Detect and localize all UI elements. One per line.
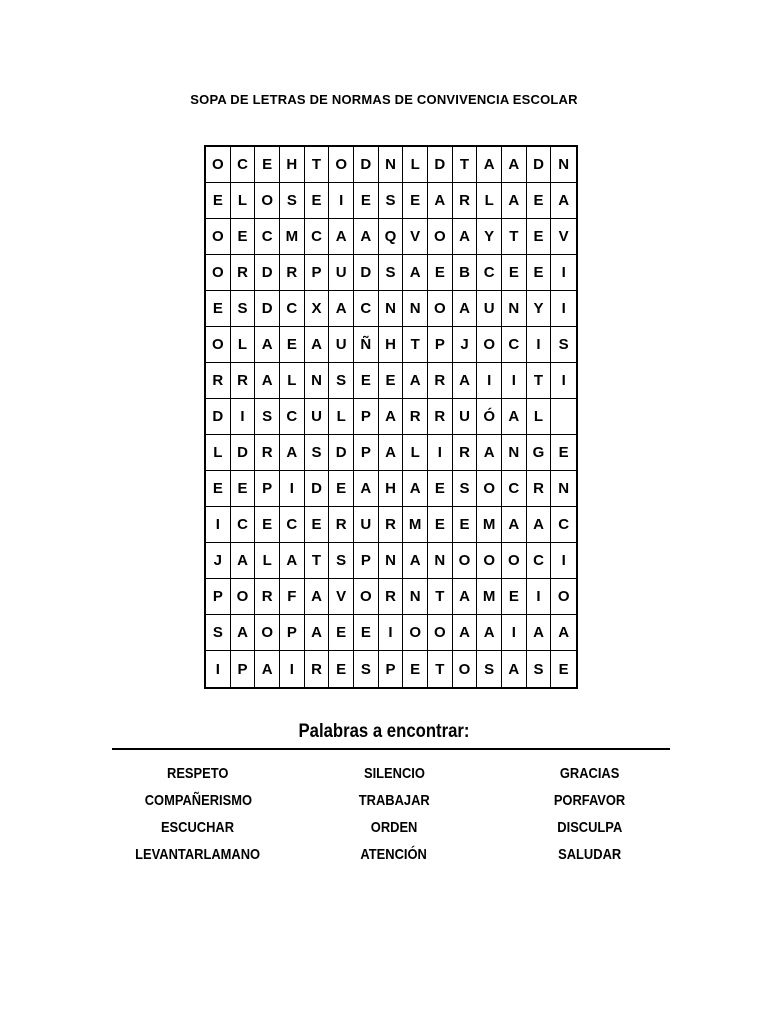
grid-cell: A xyxy=(477,435,502,471)
grid-cell: D xyxy=(255,291,280,327)
grid-cell: T xyxy=(305,147,330,183)
grid-cell: N xyxy=(403,291,428,327)
grid-cell: S xyxy=(206,615,231,651)
grid-cell: S xyxy=(280,183,305,219)
grid-cell: N xyxy=(502,435,527,471)
grid-cell: A xyxy=(453,579,478,615)
grid-cell: O xyxy=(206,219,231,255)
grid-cell: I xyxy=(551,255,576,291)
grid-cell: R xyxy=(329,507,354,543)
word-item: TRABAJAR xyxy=(358,792,430,809)
grid-cell: A xyxy=(453,291,478,327)
grid-cell: L xyxy=(231,183,256,219)
grid-cell: O xyxy=(428,291,453,327)
grid-cell: R xyxy=(428,363,453,399)
grid-cell: M xyxy=(477,579,502,615)
word-item: RESPETO xyxy=(167,765,229,782)
grid-cell: L xyxy=(329,399,354,435)
grid-cell: E xyxy=(255,507,280,543)
grid-cell: P xyxy=(379,651,404,687)
grid-cell: I xyxy=(527,327,552,363)
grid-cell: E xyxy=(206,291,231,327)
grid-cell: I xyxy=(231,399,256,435)
grid-cell: I xyxy=(477,363,502,399)
grid-cell: A xyxy=(453,363,478,399)
grid-cell: O xyxy=(255,615,280,651)
grid-cell: R xyxy=(403,399,428,435)
grid-cell: P xyxy=(305,255,330,291)
grid-cell: Q xyxy=(379,219,404,255)
grid-cell: R xyxy=(255,579,280,615)
grid-cell: D xyxy=(206,399,231,435)
grid-cell: I xyxy=(551,543,576,579)
grid-cell: A xyxy=(502,651,527,687)
word-item: COMPAÑERISMO xyxy=(144,792,252,809)
grid-cell: U xyxy=(453,399,478,435)
grid-cell: E xyxy=(428,255,453,291)
grid-cell: R xyxy=(379,507,404,543)
grid-cell: I xyxy=(206,651,231,687)
grid-cell: I xyxy=(280,651,305,687)
word-item: LEVANTARLAMANO xyxy=(135,846,261,863)
grid-cell: O xyxy=(551,579,576,615)
grid-cell: R xyxy=(231,255,256,291)
grid-cell: A xyxy=(551,615,576,651)
grid-cell: N xyxy=(428,543,453,579)
grid-cell: A xyxy=(255,327,280,363)
grid-cell: A xyxy=(354,219,379,255)
grid-cell: G xyxy=(527,435,552,471)
grid-cell: V xyxy=(551,219,576,255)
word-list xyxy=(100,760,688,868)
grid-cell: E xyxy=(206,471,231,507)
grid-cell: C xyxy=(502,327,527,363)
grid-cell: E xyxy=(403,651,428,687)
grid-cell: A xyxy=(477,615,502,651)
grid-cell: P xyxy=(354,399,379,435)
grid-cell: T xyxy=(527,363,552,399)
grid-cell: D xyxy=(527,147,552,183)
grid-cell: O xyxy=(453,543,478,579)
grid-cell: O xyxy=(502,543,527,579)
grid-cell: R xyxy=(305,651,330,687)
word-item: ATENCIÓN xyxy=(360,846,428,863)
grid-cell: Y xyxy=(527,291,552,327)
grid-cell: I xyxy=(329,183,354,219)
grid-cell: R xyxy=(453,183,478,219)
grid-cell: N xyxy=(305,363,330,399)
grid-cell: B xyxy=(453,255,478,291)
grid-cell: E xyxy=(428,471,453,507)
grid-cell: E xyxy=(305,183,330,219)
grid-cell: A xyxy=(453,219,478,255)
grid-cell: E xyxy=(551,435,576,471)
grid-cell: M xyxy=(477,507,502,543)
grid-cell: P xyxy=(428,327,453,363)
grid-cell: A xyxy=(502,147,527,183)
grid-cell: A xyxy=(403,255,428,291)
grid-cell: X xyxy=(305,291,330,327)
grid-cell: A xyxy=(305,615,330,651)
grid-cell: A xyxy=(280,543,305,579)
grid-cell: E xyxy=(231,219,256,255)
grid-cell: O xyxy=(477,327,502,363)
grid-cell: Y xyxy=(477,219,502,255)
grid-cell: T xyxy=(403,327,428,363)
grid-cell: E xyxy=(502,255,527,291)
word-item: SILENCIO xyxy=(363,765,425,782)
grid-cell: O xyxy=(206,327,231,363)
grid-cell: A xyxy=(329,291,354,327)
grid-cell: O xyxy=(453,651,478,687)
grid-cell: D xyxy=(255,255,280,291)
grid-cell: O xyxy=(428,219,453,255)
grid-cell: E xyxy=(379,363,404,399)
grid-cell: E xyxy=(558,660,569,678)
grid-cell: L xyxy=(255,543,280,579)
grid-cell: H xyxy=(379,327,404,363)
grid-cell: L xyxy=(527,399,552,435)
grid-cell: C xyxy=(354,291,379,327)
grid-cell: C xyxy=(280,399,305,435)
word-column xyxy=(100,760,296,868)
grid-cell: O xyxy=(354,579,379,615)
grid-cell: A xyxy=(379,399,404,435)
word-item: GRACIAS xyxy=(560,765,620,782)
grid-cell: E xyxy=(354,615,379,651)
divider xyxy=(112,748,670,750)
page-title: SOPA DE LETRAS DE NORMAS DE CONVIVENCIA ESCOLAR xyxy=(190,92,578,107)
grid-cell: D xyxy=(428,147,453,183)
grid-cell: D xyxy=(305,471,330,507)
grid-cell: C xyxy=(551,507,576,543)
grid-cell: A xyxy=(305,579,330,615)
grid-cell: P xyxy=(280,615,305,651)
grid-cell: S xyxy=(453,471,478,507)
grid-cell: C xyxy=(231,507,256,543)
grid-cell xyxy=(551,399,576,435)
grid-cell: H xyxy=(379,471,404,507)
grid-cell: C xyxy=(280,507,305,543)
grid-cell: T xyxy=(428,651,453,687)
grid-cell: I xyxy=(502,363,527,399)
grid-cell: A xyxy=(329,219,354,255)
grid-cell: C xyxy=(255,219,280,255)
grid-cell: S xyxy=(329,363,354,399)
grid-cell: R xyxy=(428,399,453,435)
grid-cell: Ó xyxy=(477,399,502,435)
grid-cell: E xyxy=(403,183,428,219)
grid-cell: I xyxy=(527,579,552,615)
grid-cell: A xyxy=(477,147,502,183)
grid-cell: M xyxy=(403,507,428,543)
grid-cell: N xyxy=(379,147,404,183)
grid-cell: E xyxy=(527,183,552,219)
grid-cell: P xyxy=(231,651,256,687)
grid-cell: L xyxy=(403,147,428,183)
grid-cell: A xyxy=(428,183,453,219)
grid-cell: S xyxy=(255,399,280,435)
grid-cell: I xyxy=(280,471,305,507)
grid-cell: A xyxy=(527,615,552,651)
grid-cell: E xyxy=(527,219,552,255)
grid-cell: R xyxy=(527,471,552,507)
grid-cell: A xyxy=(502,183,527,219)
grid-cell: S xyxy=(231,291,256,327)
grid-cell: L xyxy=(477,183,502,219)
grid-cell: L xyxy=(403,435,428,471)
grid-cell: C xyxy=(502,471,527,507)
grid-cell: O xyxy=(206,147,231,183)
grid-cell: E xyxy=(502,579,527,615)
grid-cell: J xyxy=(206,543,231,579)
grid-cell: I xyxy=(206,507,231,543)
grid-cell: A xyxy=(502,507,527,543)
grid-cell: S xyxy=(477,651,502,687)
grid-cell: R xyxy=(206,363,231,399)
grid-cell: S xyxy=(305,435,330,471)
word-column xyxy=(492,760,688,868)
grid-cell: E xyxy=(329,471,354,507)
grid-cell: V xyxy=(403,219,428,255)
grid-cell: O xyxy=(206,255,231,291)
grid-cell: E xyxy=(231,471,256,507)
grid-cell: P xyxy=(206,579,231,615)
grid-cell: E xyxy=(329,615,354,651)
grid-cell: F xyxy=(280,579,305,615)
grid-cell: C xyxy=(231,147,256,183)
grid-cell: M xyxy=(280,219,305,255)
grid-cell: A xyxy=(354,471,379,507)
grid-cell: E xyxy=(354,183,379,219)
grid-cell: O xyxy=(329,147,354,183)
grid-cell: R xyxy=(453,435,478,471)
grid-cell: U xyxy=(329,327,354,363)
grid-cell: I xyxy=(551,291,576,327)
grid-cell: A xyxy=(255,363,280,399)
grid-cell: T xyxy=(428,579,453,615)
grid-cell: E xyxy=(453,507,478,543)
grid-cell: O xyxy=(255,183,280,219)
word-item: ESCUCHAR xyxy=(161,819,235,836)
word-item: DISCULPA xyxy=(557,819,623,836)
grid-cell: R xyxy=(280,255,305,291)
grid-cell: E xyxy=(255,147,280,183)
word-item: ORDEN xyxy=(370,819,418,836)
grid-cell: T xyxy=(502,219,527,255)
grid-cell: N xyxy=(551,471,576,507)
grid-cell: D xyxy=(354,255,379,291)
grid-cell: A xyxy=(403,471,428,507)
grid-cell: I xyxy=(502,615,527,651)
grid-cell: A xyxy=(280,435,305,471)
grid-cell: E xyxy=(206,183,231,219)
grid-cell: O xyxy=(428,615,453,651)
grid-cell: E xyxy=(354,363,379,399)
grid-cell: O xyxy=(477,543,502,579)
grid-cell: N xyxy=(502,291,527,327)
grid-cell: E xyxy=(305,507,330,543)
grid-cell: I xyxy=(428,435,453,471)
word-column xyxy=(296,760,492,868)
grid-cell: E xyxy=(428,507,453,543)
grid-cell: U xyxy=(329,255,354,291)
grid-cell: C xyxy=(280,291,305,327)
grid-cell: A xyxy=(551,183,576,219)
grid-cell: A xyxy=(403,363,428,399)
grid-cell: C xyxy=(477,255,502,291)
words-heading: Palabras a encontrar: xyxy=(298,721,470,742)
grid-cell: S xyxy=(354,651,379,687)
grid-cell: L xyxy=(206,435,231,471)
word-item: SALUDAR xyxy=(558,846,622,863)
grid-cell: O xyxy=(403,615,428,651)
grid-cell: E xyxy=(329,651,354,687)
grid-cell: N xyxy=(379,543,404,579)
grid-cell: S xyxy=(551,327,576,363)
grid-cell: U xyxy=(477,291,502,327)
grid-cell: D xyxy=(354,147,379,183)
grid-cell: A xyxy=(379,435,404,471)
grid-cell: A xyxy=(305,327,330,363)
grid-cell: J xyxy=(453,327,478,363)
grid-cell: A xyxy=(403,543,428,579)
grid-cell: R xyxy=(255,435,280,471)
grid-cell: V xyxy=(329,579,354,615)
grid-cell: N xyxy=(551,147,576,183)
grid-cell: C xyxy=(305,219,330,255)
grid-cell: I xyxy=(379,615,404,651)
grid-cell: A xyxy=(231,543,256,579)
grid-cell: R xyxy=(379,579,404,615)
grid-cell: S xyxy=(379,183,404,219)
grid-cell: S xyxy=(329,543,354,579)
grid-cell: E xyxy=(280,327,305,363)
word-item: PORFAVOR xyxy=(554,792,626,809)
grid-cell: L xyxy=(231,327,256,363)
grid-cell: H xyxy=(280,147,305,183)
grid-cell: T xyxy=(453,147,478,183)
grid-cell: L xyxy=(280,363,305,399)
grid-cell: A xyxy=(453,615,478,651)
grid-cell: N xyxy=(403,579,428,615)
grid-cell: O xyxy=(231,579,256,615)
grid-cell: A xyxy=(502,399,527,435)
grid-cell: Ñ xyxy=(354,327,379,363)
grid-cell: C xyxy=(527,543,552,579)
grid-cell: A xyxy=(255,651,280,687)
grid-cell: A xyxy=(231,615,256,651)
grid-cell: U xyxy=(305,399,330,435)
grid-cell: I xyxy=(551,363,576,399)
grid-cell: P xyxy=(255,471,280,507)
word-search-grid xyxy=(204,145,578,689)
grid-cell: P xyxy=(354,543,379,579)
grid-cell: E xyxy=(527,255,552,291)
grid-cell: S xyxy=(527,651,552,687)
grid-cell: S xyxy=(379,255,404,291)
grid-cell: N xyxy=(379,291,404,327)
grid-cell: U xyxy=(354,507,379,543)
grid-cell: D xyxy=(231,435,256,471)
grid-cell: R xyxy=(231,363,256,399)
grid-cell: P xyxy=(354,435,379,471)
grid-cell: D xyxy=(329,435,354,471)
grid-cell: T xyxy=(305,543,330,579)
grid-cell: O xyxy=(477,471,502,507)
grid-cell: A xyxy=(527,507,552,543)
